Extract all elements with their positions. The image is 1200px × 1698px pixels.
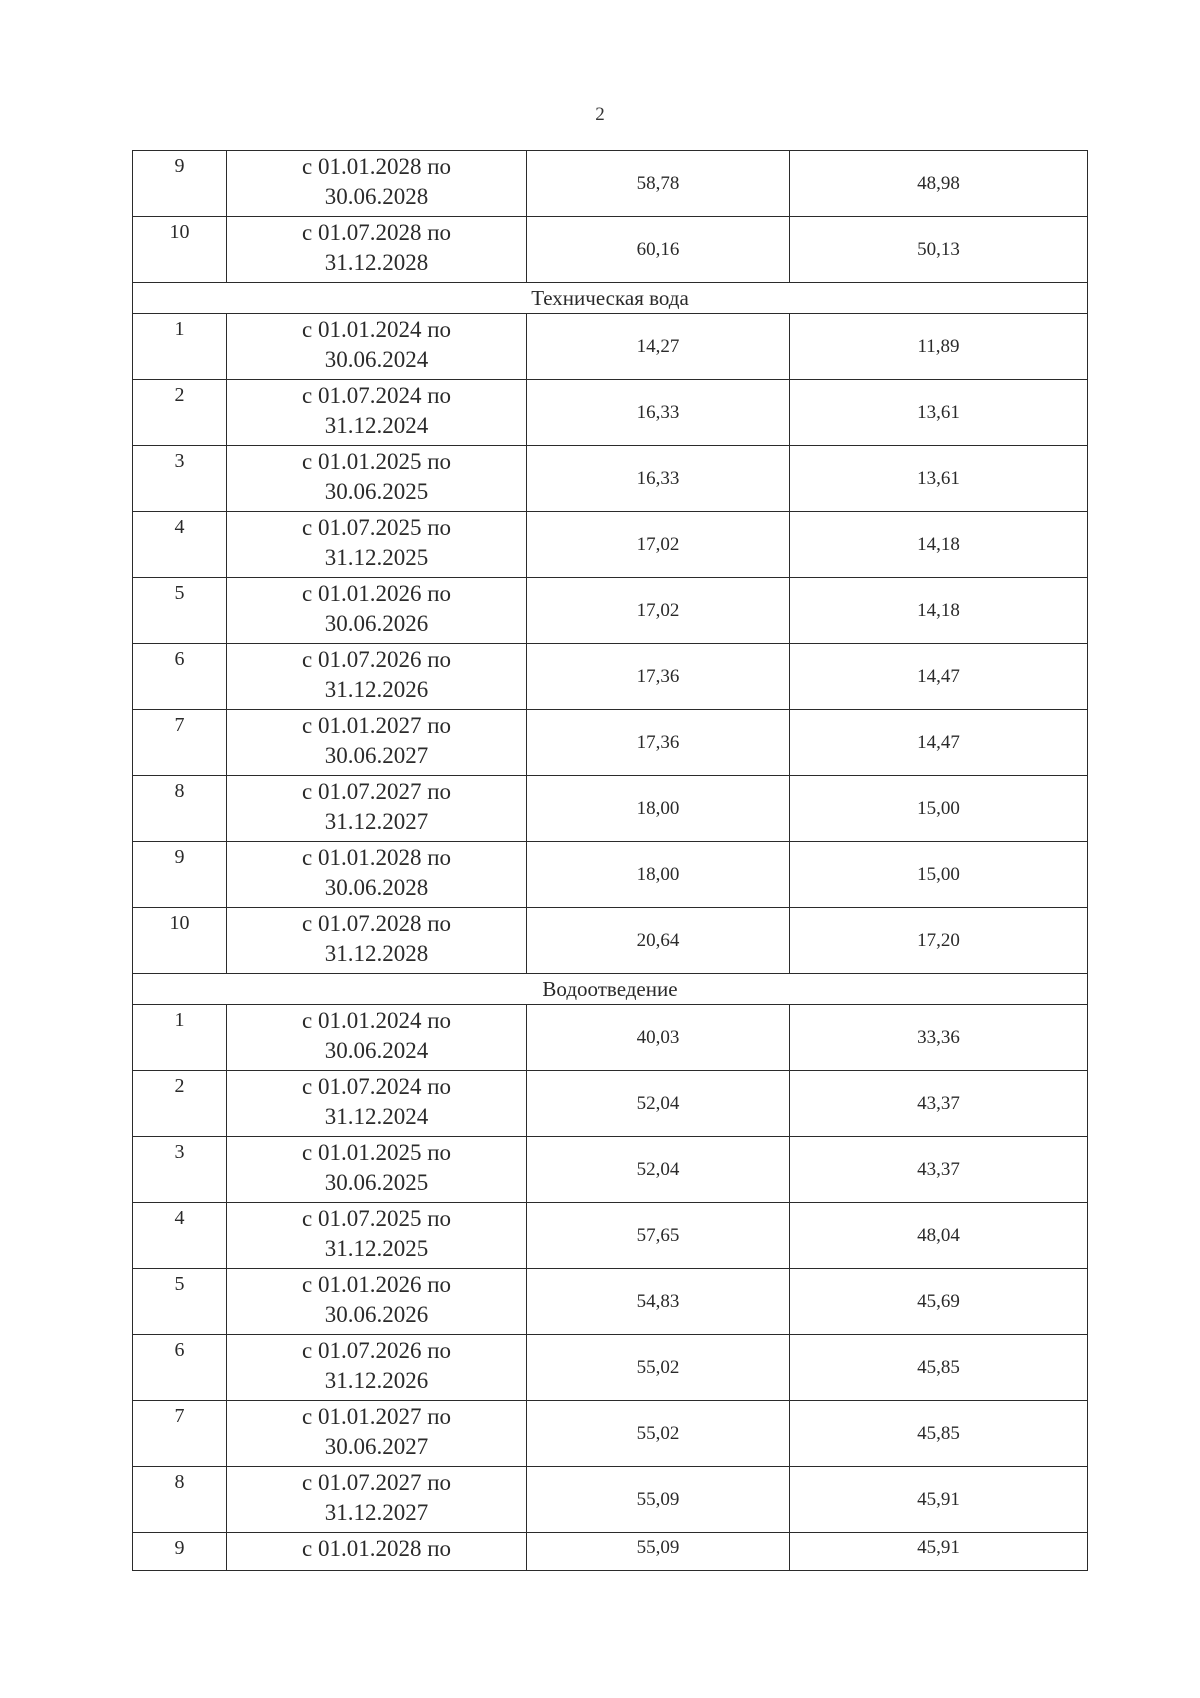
period-end: 30.06.2026 [324,1302,429,1327]
tariff-value-2: 14,18 [790,512,1088,578]
tariff-value-1: 17,36 [527,644,790,710]
period-cell [227,776,527,842]
row-number: 9 [133,151,227,217]
period-end: 30.06.2026 [324,611,429,636]
row-number: 2 [133,380,227,446]
table-row [133,1533,1088,1571]
period-end: 30.06.2024 [324,1038,429,1063]
period-cell [227,1203,527,1269]
tariff-value-2: 13,61 [790,380,1088,446]
tariff-value-2: 14,47 [790,644,1088,710]
row-number: 10 [133,217,227,283]
tariff-value-1: 55,02 [527,1401,790,1467]
period-start: с 01.01.2025 по [301,1140,452,1165]
table-row [133,446,1088,512]
period-start: с 01.07.2027 по [301,779,452,804]
period-cell [227,1137,527,1203]
tariff-value-1: 55,09 [527,1533,790,1571]
period-start: с 01.01.2025 по [301,449,452,474]
row-number: 7 [133,710,227,776]
table-row [133,217,1088,283]
tariff-table [132,150,1088,1571]
table-row [133,908,1088,974]
period-start: с 01.07.2024 по [301,1074,452,1099]
period-end: 31.12.2025 [324,1236,429,1261]
period-cell [227,314,527,380]
period-end: 31.12.2027 [324,809,429,834]
period-start: с 01.01.2028 по [301,1536,452,1561]
period-start: с 01.01.2024 по [301,1008,452,1033]
row-number: 7 [133,1401,227,1467]
period-start: с 01.01.2026 по [301,1272,452,1297]
table-row [133,776,1088,842]
row-number: 6 [133,1335,227,1401]
period-start: с 01.07.2026 по [301,1338,452,1363]
tariff-value-1: 17,36 [527,710,790,776]
row-number: 10 [133,908,227,974]
tariff-value-1: 17,02 [527,578,790,644]
tariff-value-2: 45,85 [790,1401,1088,1467]
section-header-row [133,283,1088,314]
row-number: 5 [133,1269,227,1335]
table-row [133,842,1088,908]
row-number: 3 [133,446,227,512]
tariff-value-2: 45,91 [790,1533,1088,1571]
period-end: 30.06.2024 [324,347,429,372]
period-start: с 01.01.2024 по [301,317,452,342]
period-end: 30.06.2025 [324,1170,429,1195]
row-number: 4 [133,512,227,578]
row-number: 9 [133,1533,227,1571]
tariff-value-1: 52,04 [527,1137,790,1203]
period-end: 31.12.2025 [324,545,429,570]
row-number: 3 [133,1137,227,1203]
period-cell [227,908,527,974]
row-number: 1 [133,314,227,380]
table-row [133,314,1088,380]
tariff-value-1: 55,09 [527,1467,790,1533]
table-row [133,710,1088,776]
period-cell [227,1401,527,1467]
period-start: с 01.01.2027 по [301,1404,452,1429]
row-number: 1 [133,1005,227,1071]
tariff-value-1: 52,04 [527,1071,790,1137]
period-end: 31.12.2028 [324,941,429,966]
tariff-value-2: 48,98 [790,151,1088,217]
period-start: с 01.07.2028 по [301,911,452,936]
period-cell [227,578,527,644]
period-start: с 01.01.2027 по [301,713,452,738]
tariff-value-2: 43,37 [790,1137,1088,1203]
table-row [133,512,1088,578]
period-end: 30.06.2028 [324,875,429,900]
period-start: с 01.07.2024 по [301,383,452,408]
period-cell [227,151,527,217]
tariff-value-2: 45,69 [790,1269,1088,1335]
row-number: 8 [133,776,227,842]
page-number: 2 [595,104,605,125]
section-header-row [133,974,1088,1005]
tariff-value-2: 13,61 [790,446,1088,512]
table-row [133,644,1088,710]
period-cell [227,380,527,446]
tariff-value-1: 16,33 [527,380,790,446]
tariff-value-1: 60,16 [527,217,790,283]
table-row [133,578,1088,644]
tariff-value-2: 50,13 [790,217,1088,283]
row-number: 2 [133,1071,227,1137]
period-cell [227,1335,527,1401]
tariff-value-1: 54,83 [527,1269,790,1335]
tariff-value-1: 18,00 [527,776,790,842]
period-start: с 01.01.2028 по [301,154,452,179]
row-number: 8 [133,1467,227,1533]
period-cell [227,1533,527,1571]
period-end: 30.06.2027 [324,1434,429,1459]
tariff-value-2: 11,89 [790,314,1088,380]
period-end: 31.12.2024 [324,413,429,438]
period-start: с 01.01.2026 по [301,581,452,606]
row-number: 5 [133,578,227,644]
row-number: 6 [133,644,227,710]
period-end: 31.12.2028 [324,250,429,275]
row-number: 4 [133,1203,227,1269]
tariff-value-2: 33,36 [790,1005,1088,1071]
period-cell [227,1071,527,1137]
tariff-value-2: 48,04 [790,1203,1088,1269]
tariff-value-1: 40,03 [527,1005,790,1071]
period-cell [227,644,527,710]
period-cell [227,512,527,578]
period-start: с 01.07.2025 по [301,1206,452,1231]
tariff-value-2: 15,00 [790,776,1088,842]
tariff-value-2: 14,47 [790,710,1088,776]
tariff-value-1: 18,00 [527,842,790,908]
table-row [133,1335,1088,1401]
tariff-value-1: 58,78 [527,151,790,217]
period-cell [227,842,527,908]
table-row [133,380,1088,446]
period-cell [227,217,527,283]
table-row [133,1269,1088,1335]
period-start: с 01.07.2025 по [301,515,452,540]
table-row [133,1137,1088,1203]
period-cell [227,1467,527,1533]
period-end: 31.12.2024 [324,1104,429,1129]
tariff-value-1: 20,64 [527,908,790,974]
period-cell [227,446,527,512]
period-end: 31.12.2027 [324,1500,429,1525]
table-row [133,1467,1088,1533]
period-cell [227,710,527,776]
row-number: 9 [133,842,227,908]
table-row [133,1203,1088,1269]
period-end: 31.12.2026 [324,1368,429,1393]
table-row [133,1401,1088,1467]
tariff-value-1: 14,27 [527,314,790,380]
tariff-value-1: 55,02 [527,1335,790,1401]
period-end: 30.06.2028 [324,184,429,209]
table-row [133,1005,1088,1071]
period-end: 30.06.2025 [324,479,429,504]
tariff-value-2: 15,00 [790,842,1088,908]
period-cell [227,1269,527,1335]
tariff-value-1: 17,02 [527,512,790,578]
period-start: с 01.07.2028 по [301,220,452,245]
period-end: 30.06.2027 [324,743,429,768]
tariff-value-2: 43,37 [790,1071,1088,1137]
section-title: Техническая вода [133,283,1088,314]
tariff-value-2: 45,91 [790,1467,1088,1533]
tariff-value-1: 57,65 [527,1203,790,1269]
period-cell [227,1005,527,1071]
table-row [133,1071,1088,1137]
period-start: с 01.01.2028 по [301,845,452,870]
tariff-table-body [133,151,1088,1571]
tariff-value-2: 17,20 [790,908,1088,974]
period-start: с 01.07.2027 по [301,1470,452,1495]
period-start: с 01.07.2026 по [301,647,452,672]
tariff-value-2: 45,85 [790,1335,1088,1401]
tariff-value-1: 16,33 [527,446,790,512]
table-row [133,151,1088,217]
section-title: Водоотведение [133,974,1088,1005]
tariff-value-2: 14,18 [790,578,1088,644]
period-end: 31.12.2026 [324,677,429,702]
